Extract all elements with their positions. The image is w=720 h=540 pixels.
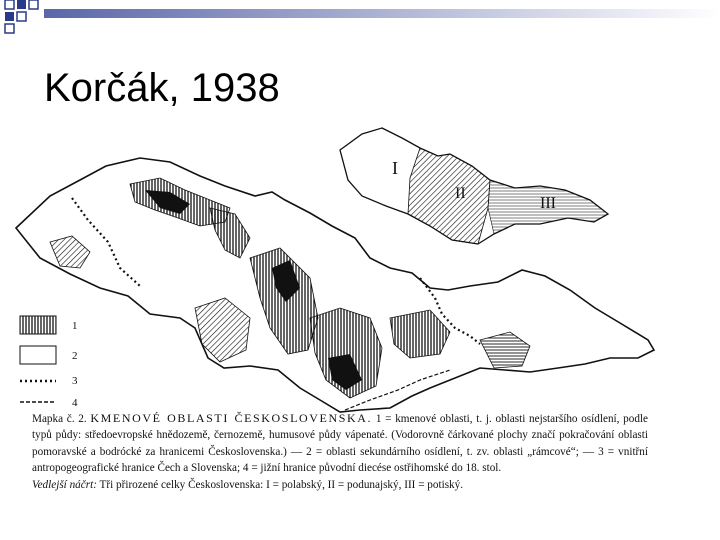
caption-prefix: Mapka č. 2.	[32, 413, 87, 425]
caption-note-label: Vedlejší náčrt:	[32, 478, 97, 491]
inset-label-III: III	[540, 195, 556, 212]
legend-label-2: 2	[72, 350, 78, 362]
caption-paragraph	[32, 410, 648, 477]
legend-label-3: 3	[72, 375, 78, 387]
map-legend	[20, 316, 78, 409]
legend-label-4: 4	[72, 397, 78, 409]
slide-title: Korčák, 1938	[44, 66, 280, 110]
czechoslovakia-map	[10, 118, 670, 416]
caption-note-text: Tři přirozené celky Československa: I = polabský, II = podunajský, III = potiský.	[99, 478, 464, 491]
top-gradient-bar	[0, 0, 720, 20]
map-caption	[32, 410, 648, 493]
caption-body: 1 = kmenové oblasti, t. j. oblasti nejstaršího osídlení, podle typů půdy: středoevropské hnědozemě, černozemě, humusové půdy vápenaté. (Vodorovně čárkované plochy značí pokračování oblasti pomoravské a bodrócké za hranicemi Československa.) — 2 = oblasti sekundárního osídlení, t. zv. oblasti „rámcové“; — 3 = vnitřní antropogeografické hranice Čech a Slovenska; 4 = jižní hranice původní diecése ostřihomské do 18. stol.	[32, 413, 649, 475]
inset-label-I: I	[392, 158, 398, 178]
inset-region-II	[408, 148, 490, 244]
caption-note	[32, 477, 648, 493]
legend-label-1: 1	[72, 320, 78, 332]
caption-heading: KMENOVÉ OBLASTI ČESKOSLOVENSKA.	[90, 411, 373, 425]
inset-label-II: II	[455, 185, 466, 202]
